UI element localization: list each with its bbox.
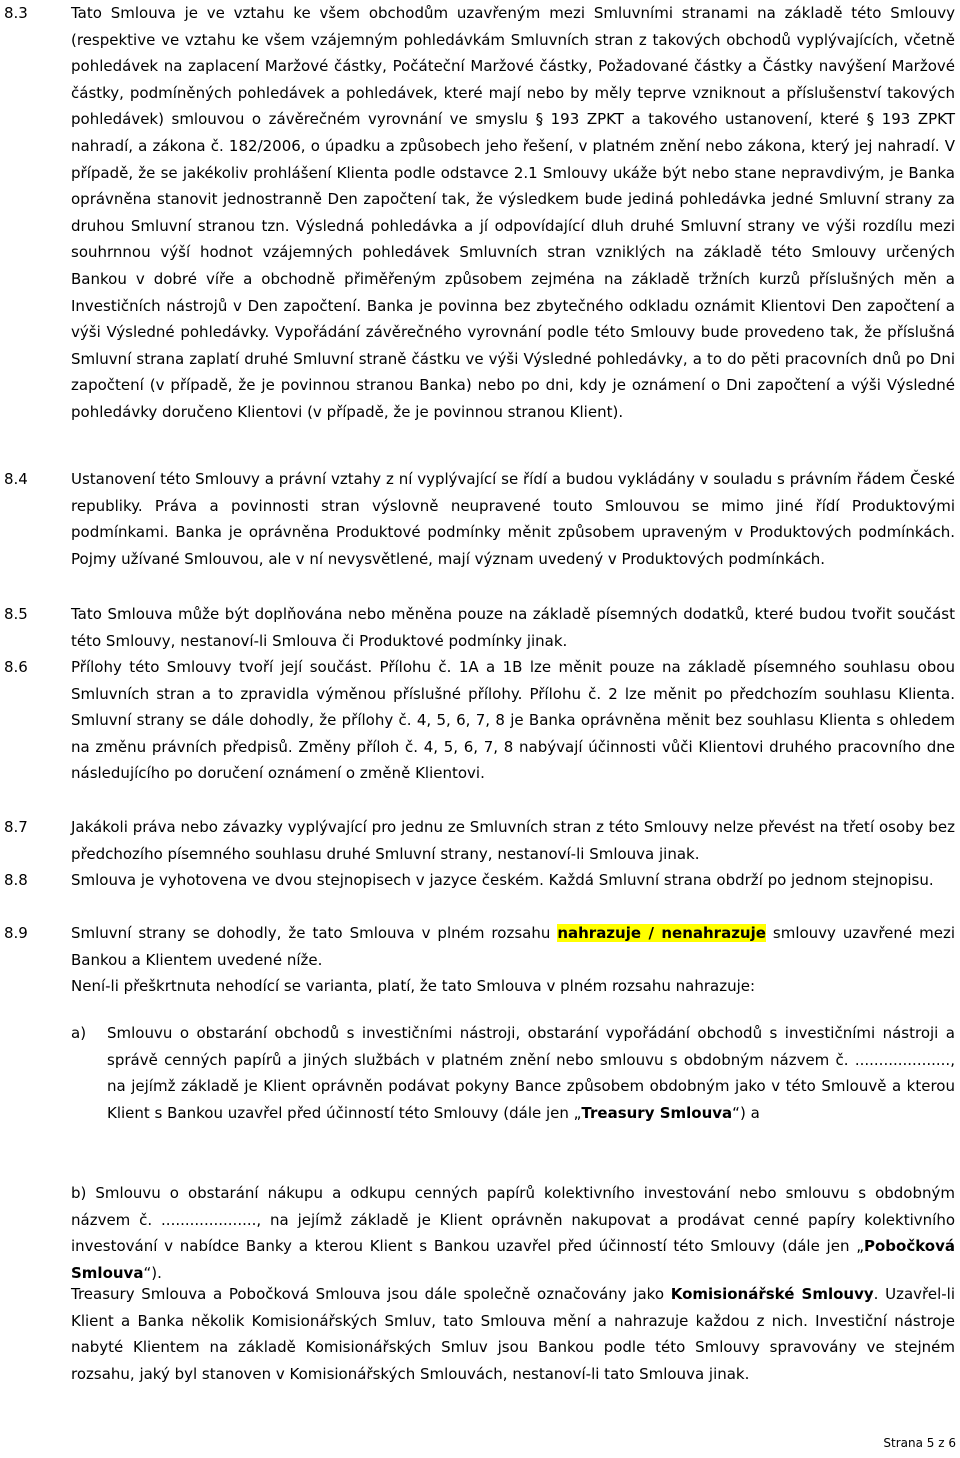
defined-term: Komisionářské Smlouvy (670, 1285, 874, 1303)
defined-term: Treasury Smlouva (581, 1103, 733, 1122)
clause-8-5 (0, 601, 960, 654)
list-item-text (107, 1020, 955, 1126)
blank-fill-field: .................... (161, 1210, 257, 1229)
clause-8-7 (0, 814, 960, 867)
item-text-part: , na jejímž základě je Klient oprávněn nakupovat a prodávat cenné papíry kolektivního investování v nabídce Banky a kterou Klient s Bankou uzavřel před účinností této Smlouvy (dále jen „ (71, 1210, 955, 1256)
highlighted-option: nahrazuje / nenahrazuje (557, 924, 766, 942)
clause-8-8 (0, 867, 960, 894)
clause-8-6 (0, 654, 960, 787)
clause-8-9-note: Není-li přeškrtnuta nehodící se varianta, platí, že tato Smlouva v plném rozsahu nahrazuje: (71, 977, 756, 995)
final-paragraph (71, 1281, 955, 1387)
clause-number: 8.7 (4, 818, 28, 836)
clause-text: Ustanovení této Smlouvy a právní vztahy z ní vyplývající se řídí a budou vykládány v souladu s právním řádem České republiky. Práva a povinnosti stran výslovně neupravené touto Smlouvou se mimo jiné řídí Produktovými podmínkami. Banka je oprávněna Produktové podmínky měnit způsobem upraveným v Produktových podmínkách. Pojmy užívané Smlouvou, ale v ní nevysvětlené, mají význam uvedený v Produktových podmínkách. (71, 470, 955, 568)
clause-text: Tato Smlouva je ve vztahu ke všem obchodům uzavřeným mezi Smluvními stranami na základě této Smlouvy (respektive ve vztahu ke všem vzájemným pohledávkám Smluvních stran z takových obchodů vyplývajících, včetně pohledávek na zaplacení Maržové částky, Počáteční Maržové částky, Požadované částky a Částky navýšení Maržové částky, podmíněných pohledávek a pohledávek, které mají nebo by měly teprve vzniknout a příslušenství takových pohledávek) smlouvou o závěrečném vyrovnání ve smyslu § 193 ZPKT a takového ustanovení, které § 193 ZPKT nahradí, a zákona č. 182/2006, o úpadku a způsobech jeho řešení, v platném znění nebo zákona, který jej nahradí. V případě, že se jakékoliv prohlášení Klienta podle odstavce 2.1 Smlouvy ukáže být nebo stane nepravdivým, je Banka oprávněna stanovit jednostranně Den započtení tak, že výsledkem bude jediná pohledávka jedné Smluvní strany za druhou Smluvní stranou tzn. Výsledná pohledávka a jí odpovídající dluh druhé Smluvní strany ve výši rozdílu mezi souhrnnou výší hodnot vzájemných pohledávek Smluvních stran vzniklých na základě této Smlouvy určených Bankou v dobré víře a obchodně přiměřeným způsobem zejména na základě tržních kurzů příslušných měn a Investičních nástrojů v Den započtení. Banka je povinna bez zbytečného odkladu oznámit Klientovi Den započtení a výši Výsledné pohledávky. Vypořádání závěrečného vyrovnání podle této Smlouvy bude provedeno tak, že příslušná Smluvní strana zaplatí druhé Smluvní straně částku ve výši Výsledné pohledávky, a to do pěti pracovních dnů po Dni započtení (v případě, že je povinnou stranou Banka) nebo po dni, kdy je oznámení o Dni započtení a výši Výsledné pohledávky doručeno Klientovi (v případě, že je povinnou stranou Klient). (71, 4, 955, 421)
clause-text: Jakákoli práva nebo závazky vyplývající pro jednu ze Smluvních stran z této Smlouvy nelze převést na třetí osoby bez předchozího písemného souhlasu druhé Smluvní strany, nestanoví-li Smlouva jinak. (71, 818, 955, 863)
clause-text: Smlouva je vyhotovena ve dvou stejnopisech v jazyce českém. Každá Smluvní strana obdrží po jednom stejnopisu. (71, 871, 934, 889)
clause-number: 8.6 (4, 658, 28, 676)
clause-8-3 (0, 0, 960, 426)
final-text-part: . Uzavřel-li Klient a Banka několik Komisionářských Smluv, tato Smlouva mění a nahrazuje každou z nich. Investiční nástroje nabyté Klientem na základě Komisionářských Smluv jsou Bankou podle této Smlouvy spravovány ve stejném rozsahu, jaký byl stanoven v Komisionářských Smlouvách, nestanoví-li tato Smlouva jinak. (71, 1285, 955, 1383)
item-text-part: “). (143, 1263, 162, 1282)
blank-fill-field: .................... (854, 1050, 951, 1069)
clause-number: 8.5 (4, 605, 28, 623)
list-item-a (0, 1020, 960, 1126)
list-item-label: a) (71, 1024, 87, 1042)
clause-text-before: Smluvní strany se dohodly, že tato Smlouva v plném rozsahu (71, 924, 558, 942)
final-text-part: Treasury Smlouva a Pobočková Smlouva jsou dále společně označovány jako (71, 1285, 671, 1303)
clause-number: 8.3 (4, 4, 28, 22)
clause-8-9 (0, 920, 960, 973)
clause-text-after: smlouvy uzavřené mezi Bankou a Klientem uvedené níže. (71, 924, 955, 969)
clause-number: 8.4 (4, 470, 28, 488)
item-text-part: , na jejímž základě je Klient oprávněn podávat pokyny Bance způsobem obdobným jako v této Smlouvě a kterou Klient s Bankou uzavřel před účinností této Smlouvy (dále jen „ (107, 1050, 955, 1122)
list-item-label: b) (71, 1184, 87, 1202)
defined-term: Pobočková Smlouva (71, 1237, 955, 1282)
clause-text (71, 920, 955, 973)
list-item-text (71, 1180, 955, 1286)
clause-number: 8.8 (4, 871, 28, 889)
page-number: Strana 5 z 6 (883, 1436, 956, 1450)
clause-text: Přílohy této Smlouvy tvoří její součást. Přílohu č. 1A a 1B lze měnit pouze na základě písemného souhlasu obou Smluvních stran a to zpravidla výměnou příslušné přílohy. Přílohu č. 2 lze měnit po předchozím souhlasu Klienta. Smluvní strany se dále dohodly, že přílohy č. 4, 5, 6, 7, 8 je Banka oprávněna měnit bez souhlasu Klienta s ohledem na změnu právních předpisů. Změny příloh č. 4, 5, 6, 7, 8 nabývají účinnosti vůči Klientovi druhého pracovního dne následujícího po doručení oznámení o změně Klientovi. (71, 658, 955, 783)
list-item-b (0, 1180, 960, 1286)
item-text-part: Smlouvu o obstarání nákupu a odkupu cenných papírů kolektivního investování nebo smlouvu s obdobným názvem č. (71, 1184, 955, 1229)
clause-text: Tato Smlouva může být doplňována nebo měněna pouze na základě písemných dodatků, které budou tvořit součást této Smlouvy, nestanoví-li Smlouva či Produktové podmínky jinak. (71, 605, 955, 650)
clause-number: 8.9 (4, 924, 28, 942)
clause-8-4 (0, 466, 960, 572)
item-text-part: Smlouvu o obstarání obchodů s investičními nástroji, obstarání vypořádání obchodů s investičními nástroji a správě cenných papírů a jiných službách v platném znění nebo smlouvu s obdobným názvem č. (107, 1024, 955, 1069)
item-text-part: “) a (732, 1103, 760, 1122)
